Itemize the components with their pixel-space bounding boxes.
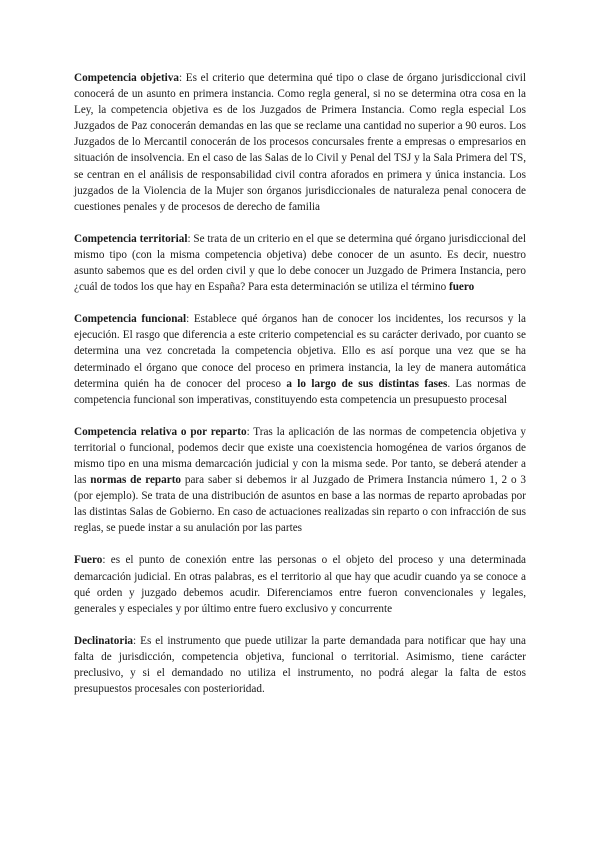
- bold-emphasis: fuero: [448, 281, 475, 294]
- paragraph-text: : es el punto de conexión entre las personas o el objeto del proceso y una determinada demarcación judicial. En otras palabras, es el territorio al que hay que acudir cuando ya se conoce a qué orden y juzgado debemos acudir. Diferenciamos entre fueron convencionales y legales, generales y especiales y por último entre fuero exclusivo y concurrente: [74, 554, 526, 615]
- bold-emphasis: normas de reparto: [90, 474, 182, 487]
- paragraph-text: : Es el criterio que determina qué tipo o clase de órgano jurisdiccional civil conocerá de un asunto en primera instancia. Como regla general, si no se determina otra cosa en la Ley, la competencia objetiva es de los Juzgados de Primera Instancia. Como regla especial Los Juzgados de Paz conocerán demandas en las que se reclame una cantidad no superior a 90 euros. Los Juzgados de lo Mercantil conocerán de los procesos concursales frente a empresas o empresarios en situación de insolvencia. En el caso de las Salas de lo Civil y Penal del TSJ y la Sala Primera del TS, se centran en el análisis de responsabilidad civil contra aforados en primera y única instancia. Los juzgados de la Violencia de la Mujer son órganos jurisdiccionales de naturaleza penal conocera de cuestiones penales y de procesos de derecho de familia: [74, 72, 526, 213]
- paragraph-text: . Las normas de competencia funcional son imperativas, constituyendo esta competencia un presupuesto procesal: [74, 377, 526, 406]
- term-heading: Fuero: [74, 554, 103, 567]
- term-heading: Competencia objetiva: [74, 72, 179, 84]
- paragraph-competencia-objetiva: [74, 70, 526, 215]
- paragraph-declinatoria: [74, 633, 526, 697]
- term-heading: Competencia territorial: [74, 232, 188, 245]
- paragraph-text: : Tras la aplicación de las normas de competencia objetiva y territorial o funcional, podemos decir que existe una coexistencia homogénea de varios órganos de mismo tipo en una misma demarcación judicial y con la misma sede. Por tanto, se deberá atender a las: [74, 425, 526, 487]
- paragraph-text: para saber si debemos ir al Juzgado de Primera Instancia número 1, 2 o 3 (por ejemplo). Se trata de una distribución de asuntos en base a las normas de reparto aprobadas por las distintas Salas de Gobierno. En caso de actuaciones realizadas sin reparto o con infracción de sus reglas, se puede instar a su anulación por las partes: [74, 474, 526, 535]
- paragraph-fuero: [74, 552, 526, 616]
- term-heading: Competencia funcional: [74, 313, 187, 326]
- paragraph-text: : Se trata de un criterio en el que se determina qué órgano jurisdiccional del mismo tipo (con la misma competencia objetiva) debe conocer de un asunto. Es decir, nuestro asunto sabemos que es del orden civil y que lo debe conocer un Juzgado de Primera Instancia, pero ¿cuál de todos los que hay en España? Para esta determinación se utiliza el término: [74, 232, 526, 294]
- paragraph-text: : Es el instrumento que puede utilizar la parte demandada para notificar que hay una falta de jurisdicción, competencia objetiva, funcional o territorial. Asimismo, tiene carácter preclusivo, y si el demandado no utiliza el instrumento, no podrá alegar la falta de estos presupuestos procesales con posterioridad.: [74, 634, 526, 696]
- paragraph-text: : Establece qué órganos han de conocer los incidentes, los recursos y la ejecución. El rasgo que diferencia a este criterio competencial es su carácter derivado, por cuanto se determina una vez concretada la competencia objetiva. Ello es así porque una vez que se ha determinado el órgano que conoce del proceso en primera instancia, la ley de manera automática determina quién ha de conocer del proceso: [74, 313, 526, 390]
- paragraph-competencia-funcional: [74, 311, 526, 408]
- paragraph-competencia-relativa: [74, 424, 526, 537]
- bold-emphasis: a lo largo de sus distintas fases: [286, 377, 448, 390]
- paragraph-competencia-territorial: [74, 231, 526, 295]
- term-heading: Competencia relativa o por reparto: [74, 425, 247, 438]
- document-page: [74, 70, 526, 713]
- term-heading: Declinatoria: [74, 634, 134, 647]
